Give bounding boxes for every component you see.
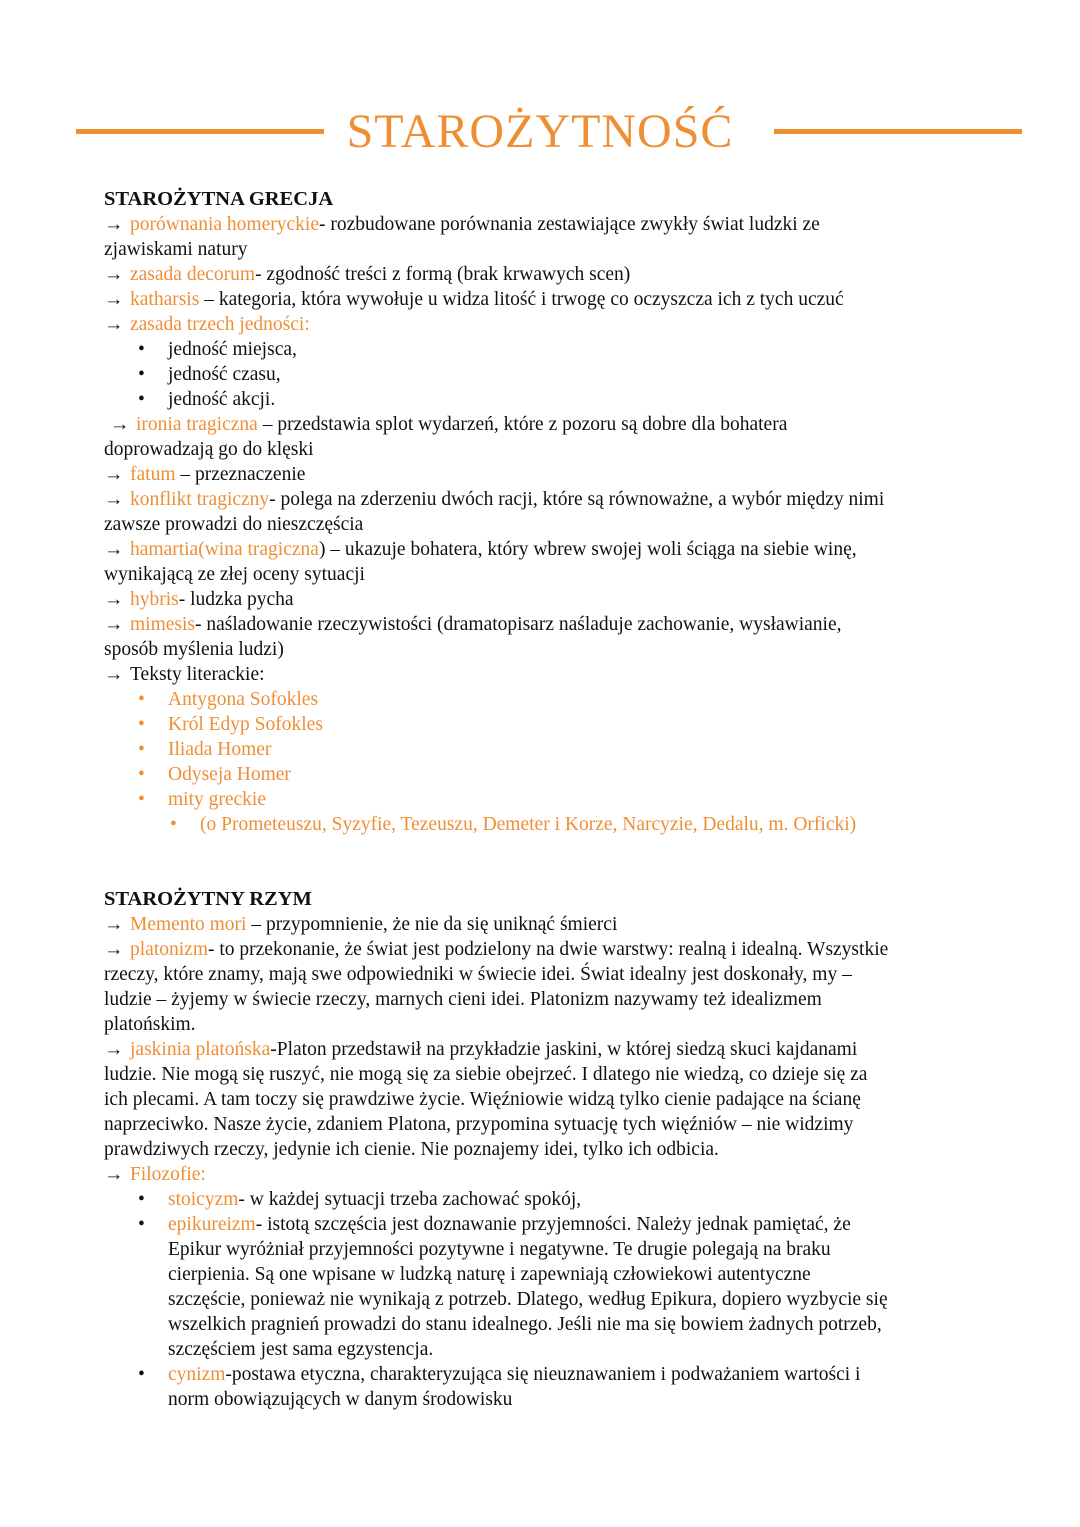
list-item	[104, 1187, 1004, 1212]
term: stoicyzm	[168, 1189, 239, 1210]
arrow-icon: →	[104, 664, 124, 685]
term: zasada trzech jedności:	[130, 314, 310, 335]
term-entry	[104, 1037, 1004, 1062]
arrow-icon: →	[104, 464, 124, 485]
definition: – przypomnienie, że nie da się uniknąć śmierci	[246, 914, 618, 935]
term: hamartia(wina tragiczna	[130, 539, 319, 560]
greece-section	[104, 187, 1004, 837]
arrow-icon: →	[104, 1039, 124, 1060]
term: konflikt tragiczny	[130, 489, 270, 510]
definition: – kategoria, która wywołuje u widza litość i trwogę co oczyszcza ich z tych uczuć	[199, 289, 844, 310]
term: jaskinia platońska	[130, 1039, 271, 1060]
definition-cont: wszelkich pragnień prowadzi do stanu idealnego. Jeśli nie ma się bowiem żadnych potrzeb,	[168, 1314, 882, 1335]
term: zasada decorum	[130, 264, 256, 285]
term: cynizm	[168, 1364, 226, 1385]
term: katharsis	[130, 289, 200, 310]
list-item: • Król Edyp Sofokles	[104, 712, 1004, 737]
term: ironia tragiczna	[136, 414, 258, 435]
term-entry	[104, 487, 1004, 512]
list-item: • Iliada Homer	[104, 737, 1004, 762]
texts-label: Teksty literackie:	[130, 664, 265, 685]
definition: - polega na zderzeniu dwóch racji, które są równoważne, a wybór między nimi	[269, 489, 885, 510]
texts-entry	[104, 662, 1004, 687]
definition: - to przekonanie, że świat jest podzielony na dwie warstwy: realną i idealną. Wszystkie	[207, 939, 889, 960]
definition-cont: ludzie. Nie mogą się ruszyć, nie mogą się za siebie obejrzeć. I dlatego nie wiedzą, co dzieje się za	[104, 1064, 868, 1085]
list-item	[104, 1212, 1004, 1362]
list-item: • Odyseja Homer	[104, 762, 1004, 787]
arrow-icon: →	[104, 914, 124, 935]
greece-heading: STAROŻYTNA GRECJA	[104, 188, 334, 210]
definition-cont: szczęściem jest sama egzystencja.	[168, 1339, 434, 1360]
term: mimesis	[130, 614, 196, 635]
term-entry	[104, 412, 1004, 437]
term-entry	[104, 612, 1004, 637]
arrow-icon: →	[104, 489, 124, 510]
texts-list	[104, 687, 1004, 837]
unities-list	[104, 337, 1004, 412]
arrow-icon: →	[104, 539, 124, 560]
definition: - zgodność treści z formą (brak krwawych scen)	[255, 264, 631, 285]
arrow-icon: →	[104, 1164, 124, 1185]
definition-cont: Epikur wyróżniał przyjemności pozytywne i negatywne. Te drugie polegają na braku	[168, 1239, 831, 1260]
arrow-icon: →	[104, 264, 124, 285]
definition-cont: rzeczy, które znamy, mają swe odpowiedniki w świecie idei. Świat idealny jest doskonały, my –	[104, 964, 852, 985]
list-item: • mity greckie	[104, 787, 1004, 812]
definition-cont: platońskim.	[104, 1014, 196, 1035]
title-row	[0, 104, 1080, 160]
list-item: • jedność miejsca,	[104, 337, 1004, 362]
arrow-icon: →	[104, 939, 124, 960]
definition: - ludzka pycha	[178, 589, 294, 610]
term: epikureizm	[168, 1214, 256, 1235]
definition: -Platon przedstawił na przykładzie jaskini, w której siedzą skuci kajdanami	[270, 1039, 858, 1060]
term: Memento mori	[130, 914, 247, 935]
arrow-icon: →	[104, 589, 124, 610]
term-entry	[104, 262, 1004, 287]
arrow-icon: →	[110, 414, 130, 435]
definition: ) – ukazuje bohatera, który wbrew swojej woli ściąga na siebie winę,	[318, 539, 857, 560]
arrow-icon: →	[104, 314, 124, 335]
definition: – przedstawia splot wydarzeń, które z pozoru są dobre dla bohatera	[257, 414, 788, 435]
definition: – przeznaczenie	[175, 464, 306, 485]
definition-cont: wynikającą ze złej oceny sytuacji	[104, 564, 365, 585]
definition: - w każdej sytuacji trzeba zachować spokój,	[238, 1189, 582, 1210]
definition: - naśladowanie rzeczywistości (dramatopisarz naśladuje zachowanie, wysławianie,	[195, 614, 842, 635]
definition: - istotą szczęścia jest doznawanie przyjemności. Należy jednak pamiętać, że	[255, 1214, 851, 1235]
definition-cont: szczęście, ponieważ nie wynikają z potrzeb. Dlatego, według Epikura, dopiero wyzbycie się	[168, 1289, 888, 1310]
term-entry	[104, 912, 1004, 937]
definition-cont: prawdziwych rzeczy, jedynie ich cienie. Nie poznajemy idei, tylko ich odbicia.	[104, 1139, 719, 1160]
title-rule-right	[774, 129, 1022, 134]
definition-cont: doprowadzają go do klęski	[104, 439, 314, 460]
term-entry	[104, 312, 1004, 337]
definition-cont: zawsze prowadzi do nieszczęścia	[104, 514, 364, 535]
term-entry	[104, 937, 1004, 962]
term-entry	[104, 587, 1004, 612]
definition-cont: sposób myślenia ludzi)	[104, 639, 284, 660]
term-entry	[104, 1162, 1004, 1187]
arrow-icon: →	[104, 614, 124, 635]
arrow-icon: →	[104, 214, 124, 235]
philosophies-list	[104, 1187, 1004, 1412]
term-entry	[104, 537, 1004, 562]
arrow-icon: →	[104, 289, 124, 310]
list-item	[104, 1362, 1004, 1412]
definition-cont: ich plecami. A tam toczy się prawdziwe życie. Więźniowie widzą tylko cienie padające na ścianę	[104, 1089, 861, 1110]
definition-cont: ludzie – żyjemy w świecie rzeczy, marnych cieni idei. Platonizm nazywamy też idealizmem	[104, 989, 822, 1010]
definition: -postawa etyczna, charakteryzująca się nieuznawaniem i podważaniem wartości i	[225, 1364, 861, 1385]
page-title: STAROŻYTNOŚĆ	[346, 105, 734, 158]
term: platonizm	[130, 939, 208, 960]
list-item-sub: • (o Prometeuszu, Syzyfie, Tezeuszu, Demeter i Korze, Narcyzie, Dedalu, m. Orficki)	[104, 812, 1004, 837]
philosophies-label: Filozofie:	[130, 1164, 206, 1185]
term-entry	[104, 287, 1004, 312]
definition-cont: norm obowiązujących w danym środowisku	[168, 1389, 513, 1410]
term: hybris	[130, 589, 179, 610]
rome-heading: STAROŻYTNY RZYM	[104, 888, 312, 910]
list-item: • Antygona Sofokles	[104, 687, 1004, 712]
definition-cont: cierpienia. Są one wpisane w ludzką naturę i zapewniają człowiekowi autentyczne	[168, 1264, 811, 1285]
term: porównania homeryckie	[130, 214, 319, 235]
definition-cont: zjawiskami natury	[104, 239, 248, 260]
list-item: • jedność czasu,	[104, 362, 1004, 387]
term: fatum	[130, 464, 176, 485]
definition: - rozbudowane porównania zestawiające zwykły świat ludzki ze	[318, 214, 820, 235]
term-entry	[104, 212, 1004, 237]
list-item: • jedność akcji.	[104, 387, 1004, 412]
definition-cont: naprzeciwko. Nasze życie, zdaniem Platona, przypomina sytuację tych więźniów – nie widzimy	[104, 1114, 854, 1135]
rome-section	[104, 887, 1004, 1412]
term-entry	[104, 462, 1004, 487]
